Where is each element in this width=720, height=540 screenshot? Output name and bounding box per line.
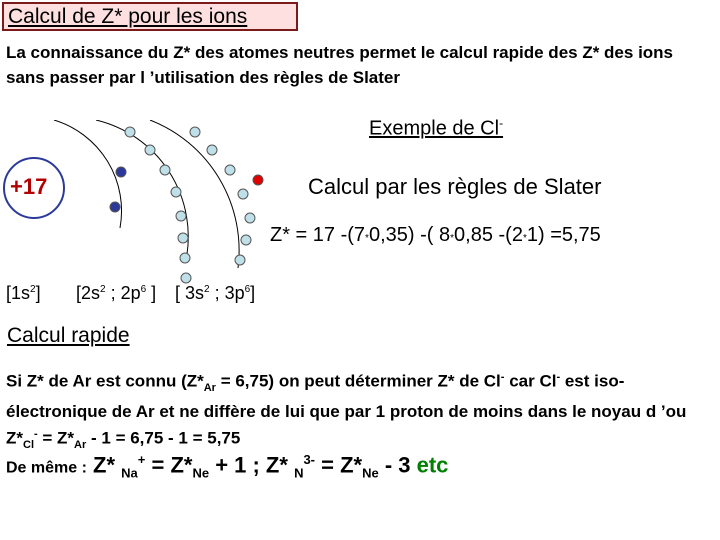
electron-5 [160, 165, 170, 175]
electron-16 [241, 235, 251, 245]
shell-3-arc [150, 120, 239, 268]
electron-18 [253, 175, 263, 185]
example-label: Exemple de Cl- [369, 116, 504, 140]
electron-9 [180, 253, 190, 263]
atom-diagram [0, 120, 300, 290]
intro-text: La connaissance du Z* des atomes neutres permet le calcul rapide des Z* des ions sans passer par l ’utilisation des règles de Slater [6, 43, 674, 87]
electron-14 [238, 189, 248, 199]
demo-line: De même : Z* $_{Na}^+ = Z*_{Ne} + 1$ ; Z* $_N^{3-} = Z*_{Ne} - 3$ etc [6, 452, 449, 481]
electron-1 [116, 167, 126, 177]
electron-13 [225, 165, 235, 175]
rapid-calc-title: Calcul rapide [7, 324, 130, 347]
shell-2s2p: [$2s^2$ ; $2p^6$ ] [76, 283, 157, 303]
shell-3s3p: [ $3s^2$ ; $3p^6$] [175, 283, 256, 303]
electron-7 [176, 211, 186, 221]
electron-2 [110, 202, 120, 212]
electron-11 [190, 127, 200, 137]
electron-12 [207, 145, 217, 155]
electron-6 [171, 187, 181, 197]
electron-10 [181, 273, 191, 283]
page-title: Calcul de Z* pour les ions [2, 2, 298, 31]
slater-calc-title: Calcul par les règles de Slater [308, 174, 602, 199]
nucleus-charge: +17 [10, 174, 48, 199]
electron-8 [178, 233, 188, 243]
electron-15 [245, 213, 255, 223]
electron-4 [145, 145, 155, 155]
slater-formula: Z* = 17 -(7*0,35) -( 8*0,85 -(2*1) =5,75 [270, 224, 601, 246]
electron-3 [125, 127, 135, 137]
shell-1s: $[1s^2]$ [6, 283, 41, 303]
shell-1-arc [54, 120, 122, 228]
rapid-calc-text: Si Z* de Ar est connu $(Z*_{Ar} = 6,75)$ on peut déterminer Z* de Cl- car Cl- est iso-électronique de Ar et ne diffère de lui que par 1 proton de moins dans le noyau d ’ou $Z*_{Cl}^- = Z*_{Ar} - 1 = 6,75 - 1 = 5,75$ [6, 371, 687, 452]
electron-17 [235, 255, 245, 265]
